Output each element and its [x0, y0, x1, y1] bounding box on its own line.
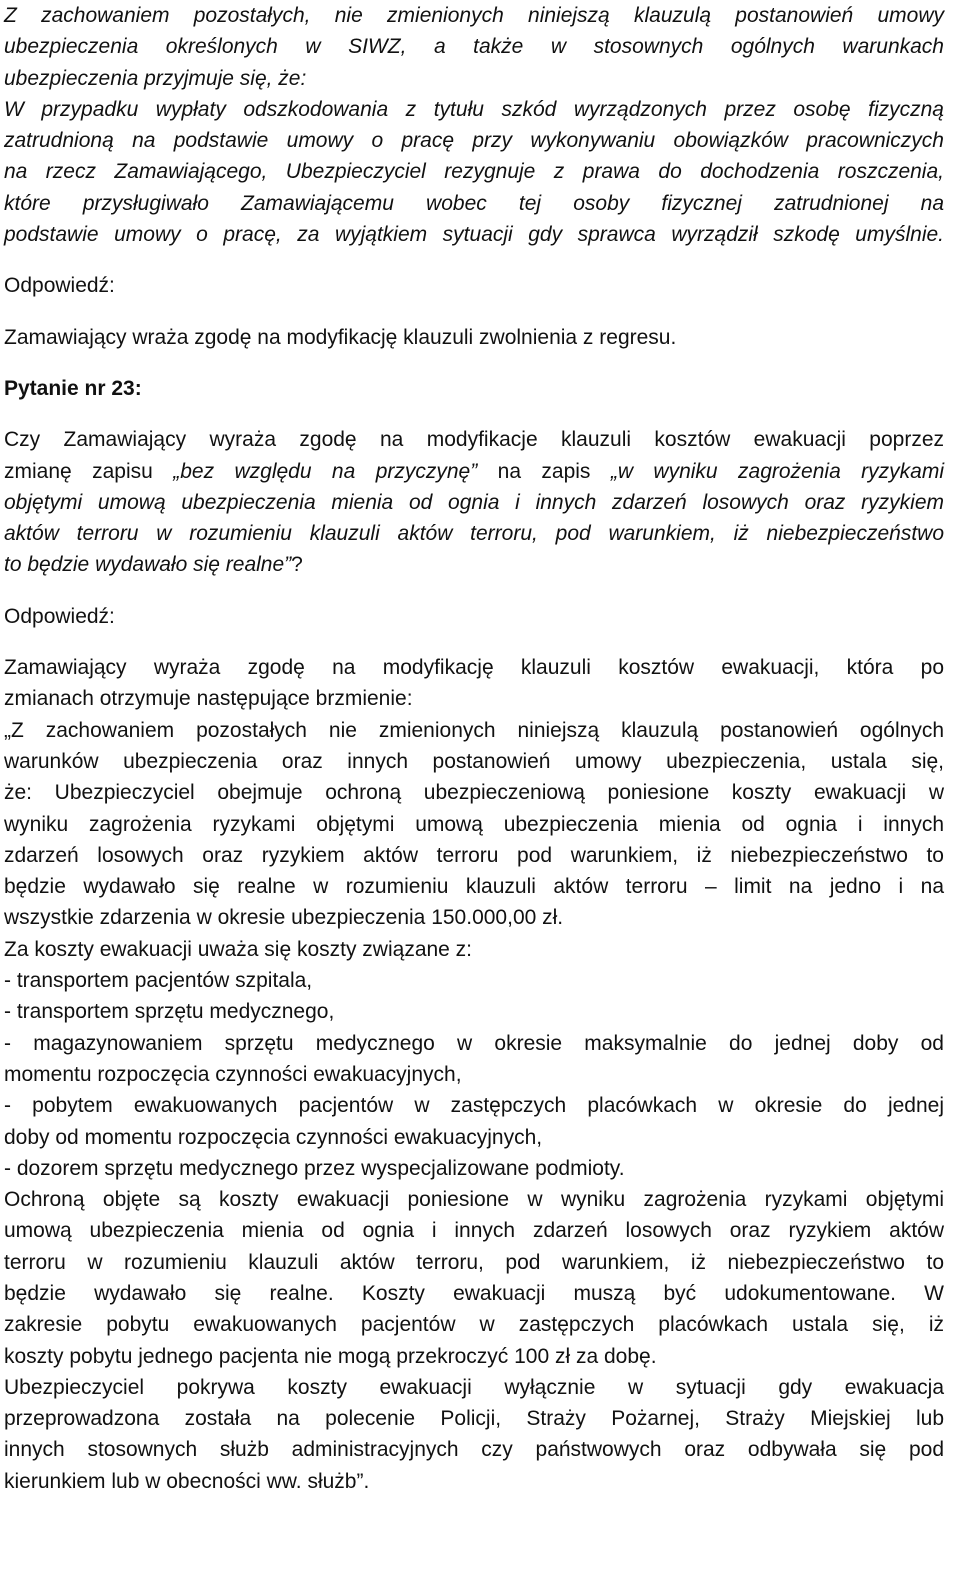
text-line: to będzie wydawało się realne”? — [4, 553, 303, 577]
text-line: podstawie umowy o pracę, za wyjątkiem sytuacji gdy sprawca wyrządził szkodę umyślnie. — [4, 223, 944, 247]
text-line: które przysługiwało Zamawiającemu wobec tej osoby fizycznej zatrudnionej na — [4, 191, 944, 215]
answer-text: Zamawiający wraża zgodę na modyfikację klauzuli zwolnienia z regresu. — [4, 325, 677, 349]
text-line: będzie wydawało się realne w rozumieniu klauzuli aktów terroru – limit na jedno i na — [4, 875, 944, 899]
list-item: - dozorem sprzętu medycznego przez wyspecjalizowane podmioty. — [4, 1156, 625, 1180]
text-line: terroru w rozumieniu klauzuli aktów terroru, pod warunkiem, iż niebezpieczeństwo to — [4, 1250, 944, 1274]
list-item: - transportem sprzętu medycznego, — [4, 1000, 335, 1024]
text-line: zmianach otrzymuje następujące brzmienie: — [4, 687, 413, 711]
text-line: doby od momentu rozpoczęcia czynności ewakuacyjnych, — [4, 1125, 543, 1149]
text-line: że: Ubezpieczyciel obejmuje ochroną ubezpieczeniową poniesione koszty ewakuacji w — [4, 781, 944, 805]
text-line: innych stosownych służb administracyjnych czy państwowych oraz odbywała się pod — [4, 1438, 944, 1462]
clause-intro — [4, 0, 944, 250]
text-line: W przypadku wypłaty odszkodowania z tytułu szkód wyrządzonych przez osobę fizyczną — [4, 97, 944, 121]
list-item: - transportem pacjentów szpitala, — [4, 969, 313, 993]
text-line: Zamawiający wyraża zgodę na modyfikację klauzuli kosztów ewakuacji, która po — [4, 656, 944, 680]
list-item: - pobytem ewakuowanych pacjentów w zastępczych placówkach w okresie do jednej — [4, 1094, 944, 1118]
text-line: Ubezpieczyciel pokrywa koszty ewakuacji wyłącznie w sytuacji gdy ewakuacja — [4, 1375, 944, 1399]
text-line: Za koszty ewakuacji uważa się koszty związane z: — [4, 937, 473, 961]
text-line: umową ubezpieczenia mienia od ognia i innych zdarzeń losowych oraz ryzykiem aktów — [4, 1219, 944, 1243]
text-line: zdarzeń losowych oraz ryzykiem aktów terroru pod warunkiem, iż niebezpieczeństwo to — [4, 843, 944, 867]
list-item: - magazynowaniem sprzętu medycznego w okresie maksymalnie do jednej doby od — [4, 1031, 944, 1055]
text-line: aktów terroru w rozumieniu klauzuli aktów terroru, pod warunkiem, iż niebezpieczeństwo — [4, 522, 944, 546]
text-line: na rzecz Zamawiającego, Ubezpieczyciel rezygnuje z prawa do dochodzenia roszczenia, — [4, 160, 944, 184]
text-line: kierunkiem lub w obecności ww. służb”. — [4, 1469, 370, 1493]
text-line: Czy Zamawiający wyraża zgodę na modyfikacje klauzuli kosztów ewakuacji poprzez — [4, 428, 944, 452]
text-line: koszty pobytu jednego pacjenta nie mogą przekroczyć 100 zł za dobę. — [4, 1344, 657, 1368]
text-line: ubezpieczenia określonych w SIWZ, a także w stosownych ogólnych warunkach — [4, 35, 944, 59]
text-line: objętymi umową ubezpieczenia mienia od ognia i innych zdarzeń losowych oraz ryzykiem — [4, 490, 944, 514]
text-line: zatrudnioną na podstawie umowy o pracę przy wykonywaniu obowiązków pracowniczych — [4, 129, 944, 153]
text-line: zmianę zapisu „bez względu na przyczynę” na zapis „w wyniku zagrożenia ryzykami — [4, 459, 944, 483]
answer-body — [4, 652, 944, 1497]
question-heading: Pytanie nr 23: — [4, 376, 142, 400]
text-line: będzie wydawało się realne. Koszty ewakuacji muszą być udokumentowane. W — [4, 1281, 944, 1305]
text-line: momentu rozpoczęcia czynności ewakuacyjnych, — [4, 1062, 462, 1086]
answer-label: Odpowiedź: — [4, 604, 115, 628]
answer-label: Odpowiedź: — [4, 274, 115, 298]
text-line: wszystkie zdarzenia w okresie ubezpieczenia 150.000,00 zł. — [4, 906, 564, 930]
text-line: Ochroną objęte są koszty ewakuacji poniesione w wyniku zagrożenia ryzykami objętymi — [4, 1188, 944, 1212]
text-line: Z zachowaniem pozostałych, nie zmienionych niniejszą klauzulą postanowień umowy — [4, 4, 944, 27]
text-line: „Z zachowaniem pozostałych nie zmienionych niniejszą klauzulą postanowień ogólnych — [4, 718, 944, 742]
text-line: ubezpieczenia przyjmuje się, że: — [4, 66, 307, 90]
text-line: zakresie pobytu ewakuowanych pacjentów w zastępczych placówkach ustala się, iż — [4, 1313, 944, 1337]
question-body — [4, 424, 944, 580]
text-line: przeprowadzona została na polecenie Policji, Straży Pożarnej, Straży Miejskiej lub — [4, 1407, 944, 1431]
text-line: wyniku zagrożenia ryzykami objętymi umową ubezpieczenia mienia od ognia i innych — [4, 812, 944, 836]
text-line: warunków ubezpieczenia oraz innych postanowień umowy ubezpieczenia, ustala się, — [4, 749, 944, 773]
